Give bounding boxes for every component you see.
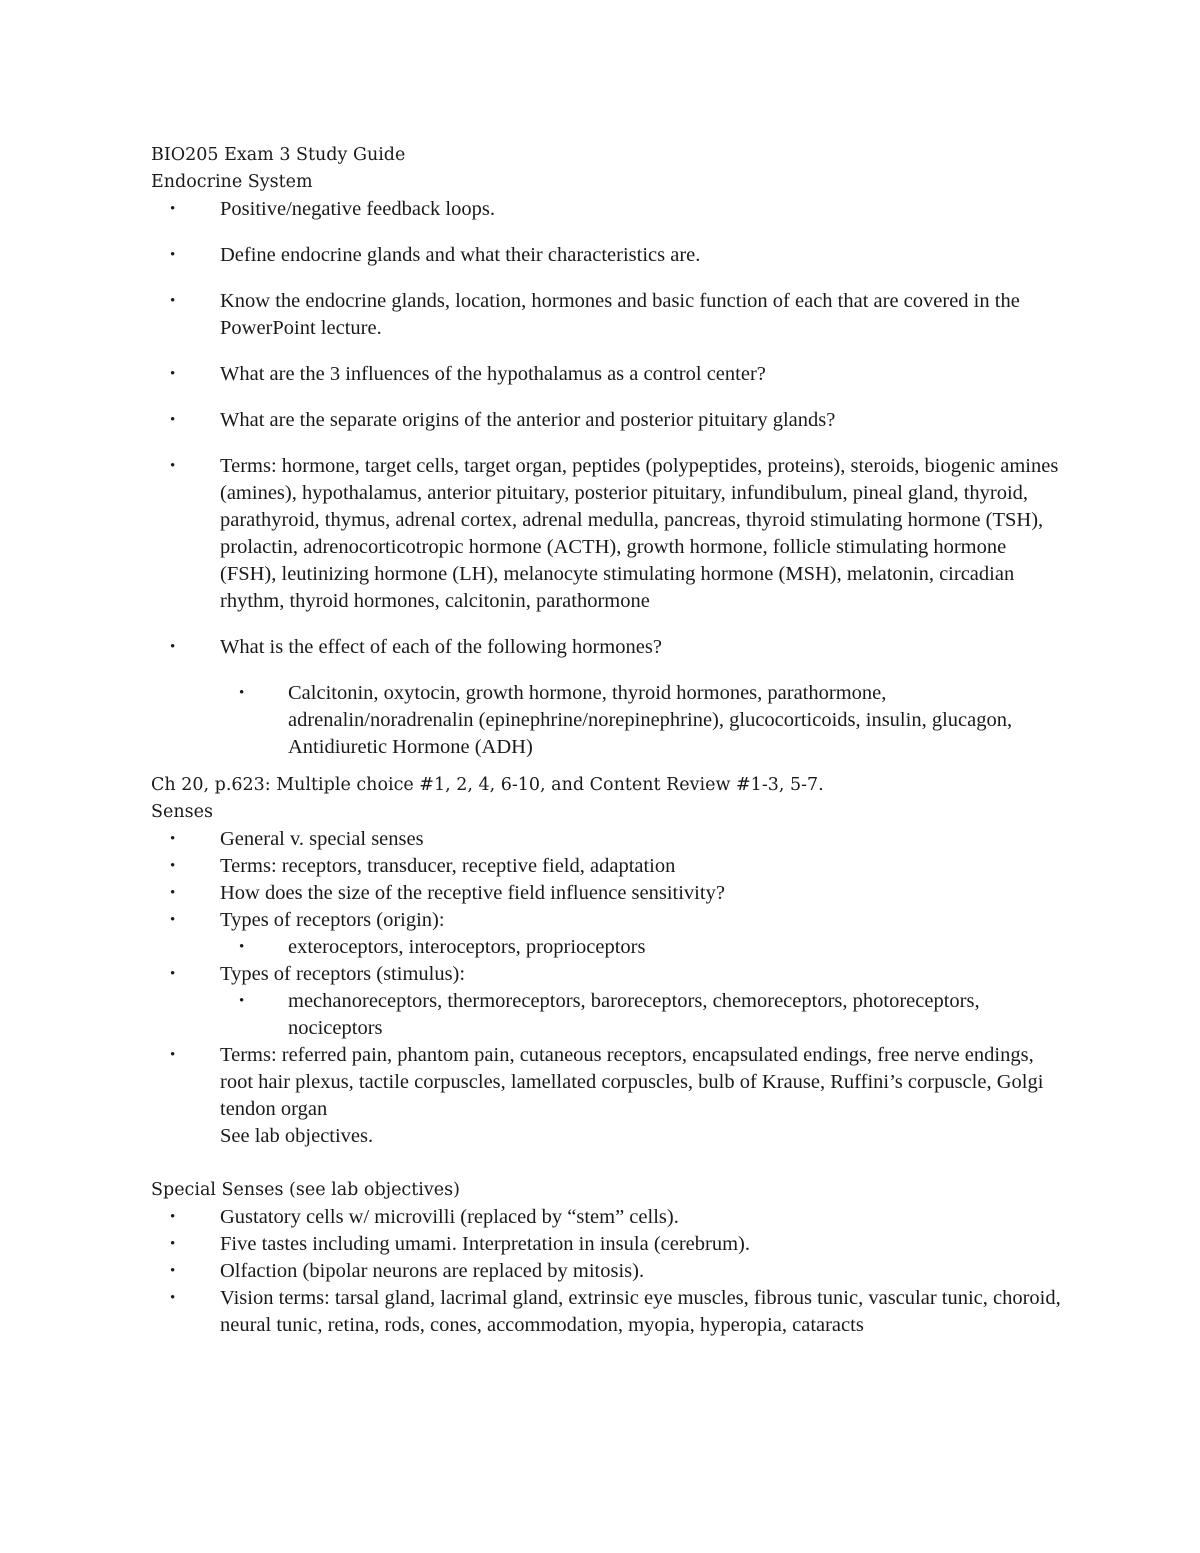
endocrine-list [151, 196, 1061, 761]
list-item: • mechanoreceptors, thermoreceptors, baroreceptors, chemoreceptors, photoreceptors, nociceptors [239, 990, 980, 1039]
section-heading-senses: Senses [151, 802, 213, 822]
special-senses-list [151, 1204, 1061, 1339]
list-item: • Vision terms: tarsal gland, lacrimal gland, extrinsic eye muscles, fibrous tunic, vascular tunic, choroid, neural tunic, retina, rods, cones, accommodation, myopia, hyperopia, cataracts [170, 1287, 1061, 1336]
list-item: • Terms: receptors, transducer, receptive field, adaptation [151, 853, 1061, 880]
bullet-icon: • [170, 1047, 176, 1063]
document-page [151, 142, 1061, 1339]
bullet-icon: • [170, 1209, 176, 1225]
list-item: • What are the 3 influences of the hypothalamus as a control center? [151, 361, 1061, 388]
list-item: • Terms: referred pain, phantom pain, cutaneous receptors, encapsulated endings, free nerve endings, root hair plexus, tactile corpuscles, lamellated corpuscles, bulb of Krause, Ruffini’s corpuscle, Golgi tendon organ See lab objectives. [151, 1042, 1061, 1150]
bullet-icon: • [239, 993, 245, 1009]
list-item: • General v. special senses [151, 826, 1061, 853]
list-item: • Types of receptors (origin): • exteroceptors, interoceptors, proprioceptors [151, 907, 1061, 961]
list-item: • Gustatory cells w/ microvilli (replaced by “stem” cells). [151, 1204, 1061, 1231]
bullet-icon: • [170, 1263, 176, 1279]
bullet-icon: • [170, 912, 176, 928]
bullet-icon: • [239, 939, 245, 955]
list-item: • Know the endocrine glands, location, hormones and basic function of each that are covered in the PowerPoint lecture. [170, 290, 1020, 339]
bullet-icon: • [170, 966, 176, 982]
bullet-icon: • [170, 201, 176, 217]
bullet-icon: • [170, 885, 176, 901]
section-heading-special-senses: Special Senses (see lab objectives) [151, 1180, 460, 1200]
stimulus-sublist [151, 988, 1061, 1042]
bullet-icon: • [239, 685, 245, 701]
section-heading-endocrine: Endocrine System [151, 172, 313, 192]
list-item: • What are the separate origins of the anterior and posterior pituitary glands? [151, 407, 1061, 434]
bullet-icon: • [170, 458, 176, 474]
bullet-icon: • [170, 366, 176, 382]
homework-assignment: Ch 20, p.623: Multiple choice #1, 2, 4, 6-10, and Content Review #1-3, 5-7. [151, 775, 824, 795]
list-item: • Types of receptors (stimulus): • mechanoreceptors, thermoreceptors, baroreceptors, chemoreceptors, photoreceptors, nociceptors [151, 961, 1061, 1042]
bullet-icon: • [170, 293, 176, 309]
bullet-icon: • [170, 639, 176, 655]
senses-list [151, 826, 1061, 1150]
list-item: • What is the effect of each of the following hormones? • Calcitonin, oxytocin, growth hormone, thyroid hormones, parathormone, adrenalin/noradrenalin (epinephrine/norepinephrine), glucocorticoids, insulin, glucagon, Antidiuretic Hormone (ADH) [151, 634, 1061, 761]
list-item: • How does the size of the receptive field influence sensitivity? [151, 880, 1061, 907]
list-item: • Terms: hormone, target cells, target organ, peptides (polypeptides, proteins), steroids, biogenic amines (amines), hypothalamus, anterior pituitary, posterior pituitary, infundibulum, pineal gland, thyroid, parathyroid, thymus, adrenal cortex, adrenal medulla, pancreas, thyroid stimulating hormone (TSH), prolactin, adrenocorticotropic hormone (ACTH), growth hormone, follicle stimulating hormone (FSH), leutinizing hormone (LH), melanocyte stimulating hormone (MSH), melatonin, circadian rhythm, thyroid hormones, calcitonin, parathormone [170, 455, 1059, 612]
bullet-icon: • [170, 858, 176, 874]
list-item: • Define endocrine glands and what their characteristics are. [151, 242, 1061, 269]
bullet-icon: • [170, 412, 176, 428]
bullet-icon: • [170, 247, 176, 263]
list-item: • Five tastes including umami. Interpretation in insula (cerebrum). [151, 1231, 1061, 1258]
hormones-sublist [151, 680, 1061, 761]
bullet-icon: • [170, 1236, 176, 1252]
lab-note: See lab objectives. [220, 1125, 374, 1147]
list-item: • exteroceptors, interoceptors, proprioceptors [151, 934, 1061, 961]
bullet-icon: • [170, 831, 176, 847]
list-item: • Calcitonin, oxytocin, growth hormone, thyroid hormones, parathormone, adrenalin/noradrenalin (epinephrine/norepinephrine), glucocorticoids, insulin, glucagon, Antidiuretic Hormone (ADH) [239, 682, 1013, 758]
document-title: BIO205 Exam 3 Study Guide [151, 145, 406, 165]
origin-sublist [151, 934, 1061, 961]
bullet-icon: • [170, 1290, 176, 1306]
list-item: • Positive/negative feedback loops. [151, 196, 1061, 223]
blank-line [151, 1150, 1061, 1177]
list-item: • Olfaction (bipolar neurons are replaced by mitosis). [151, 1258, 1061, 1285]
